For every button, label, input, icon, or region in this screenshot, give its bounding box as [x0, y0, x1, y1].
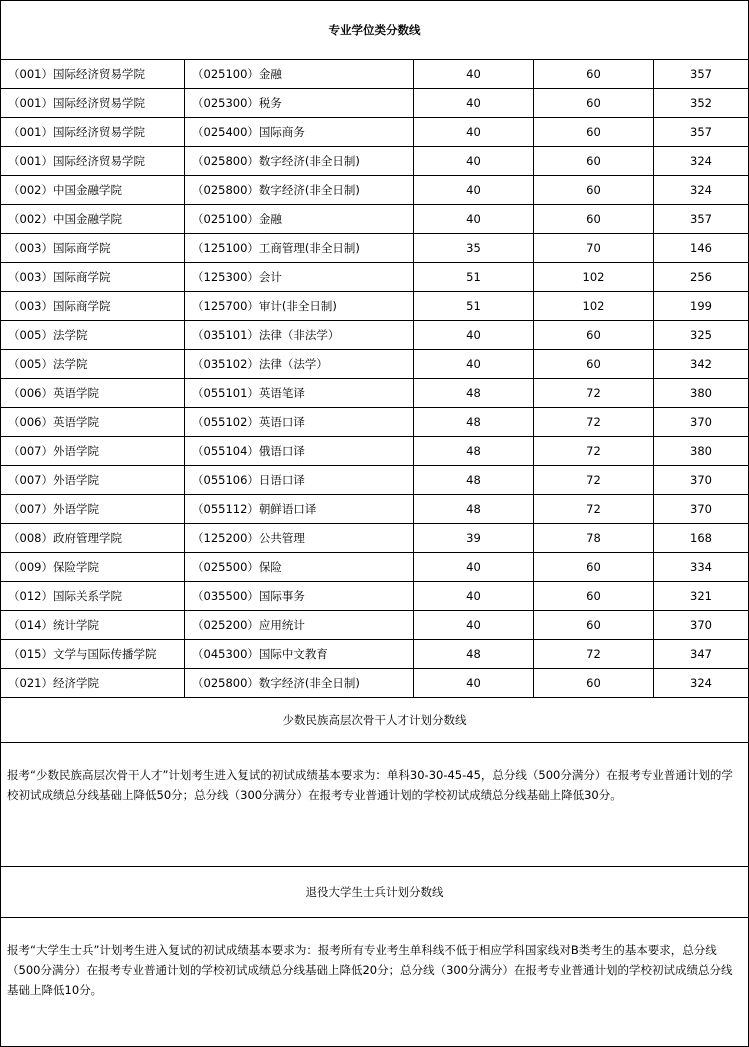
table-row [1, 379, 749, 408]
score-cell-1: 40 [414, 60, 534, 89]
score-cell-2: 102 [534, 263, 654, 292]
table-row [1, 524, 749, 553]
school-cell: （008）政府管理学院 [1, 524, 185, 553]
school-cell: （001）国际经济贸易学院 [1, 89, 185, 118]
minority-text-row [1, 743, 749, 867]
table-row [1, 176, 749, 205]
table-row [1, 118, 749, 147]
major-cell: （025800）数字经济(非全日制) [185, 147, 414, 176]
score-cell-2: 72 [534, 640, 654, 669]
major-cell: （055112）朝鲜语口译 [185, 495, 414, 524]
table-row [1, 408, 749, 437]
minority-title-row [1, 698, 749, 743]
total-score-cell: 334 [654, 553, 749, 582]
total-score-cell: 357 [654, 205, 749, 234]
score-cell-1: 39 [414, 524, 534, 553]
total-score-cell: 370 [654, 408, 749, 437]
major-cell: （125700）审计(非全日制) [185, 292, 414, 321]
total-score-cell: 324 [654, 669, 749, 698]
total-score-cell: 146 [654, 234, 749, 263]
veteran-title: 退役大学生士兵计划分数线 [1, 867, 749, 918]
score-cell-1: 40 [414, 350, 534, 379]
total-score-cell: 357 [654, 118, 749, 147]
table-row [1, 640, 749, 669]
school-cell: （015）文学与国际传播学院 [1, 640, 185, 669]
total-score-cell: 199 [654, 292, 749, 321]
school-cell: （003）国际商学院 [1, 292, 185, 321]
score-cell-1: 51 [414, 263, 534, 292]
total-score-cell: 370 [654, 611, 749, 640]
score-cell-1: 51 [414, 292, 534, 321]
school-cell: （001）国际经济贸易学院 [1, 60, 185, 89]
table-row [1, 669, 749, 698]
major-cell: （055106）日语口译 [185, 466, 414, 495]
school-cell: （009）保险学院 [1, 553, 185, 582]
school-cell: （021）经济学院 [1, 669, 185, 698]
veteran-text: 报考“大学生士兵”计划考生进入复试的初试成绩基本要求为：报考所有专业考生单科线不低于相应学科国家线对B类考生的基本要求，总分线（500分满分）在报考专业普通计划的学校初试成绩总分线基础上降低20分；总分线（300分满分）在报考专业普通计划的学校初试成绩总分线基础上降低10分。 [1, 918, 749, 1047]
school-cell: （006）英语学院 [1, 408, 185, 437]
major-cell: （025100）金融 [185, 60, 414, 89]
table-row [1, 350, 749, 379]
table-row [1, 466, 749, 495]
total-score-cell: 370 [654, 466, 749, 495]
score-cell-2: 60 [534, 321, 654, 350]
table-row [1, 321, 749, 350]
major-cell: （035101）法律（非法学） [185, 321, 414, 350]
major-cell: （055102）英语口译 [185, 408, 414, 437]
table-row [1, 553, 749, 582]
total-score-cell: 325 [654, 321, 749, 350]
score-cell-1: 40 [414, 611, 534, 640]
total-score-cell: 324 [654, 147, 749, 176]
score-cell-1: 40 [414, 205, 534, 234]
score-cell-1: 48 [414, 408, 534, 437]
score-cell-1: 48 [414, 437, 534, 466]
major-cell: （035500）国际事务 [185, 582, 414, 611]
score-cell-2: 60 [534, 147, 654, 176]
table-row [1, 89, 749, 118]
score-cell-2: 60 [534, 89, 654, 118]
major-cell: （025300）税务 [185, 89, 414, 118]
table-row [1, 495, 749, 524]
score-cell-1: 40 [414, 118, 534, 147]
major-cell: （055101）英语笔译 [185, 379, 414, 408]
score-cell-1: 48 [414, 379, 534, 408]
table-row [1, 60, 749, 89]
score-cell-2: 72 [534, 466, 654, 495]
table-row [1, 205, 749, 234]
major-cell: （025400）国际商务 [185, 118, 414, 147]
major-cell: （125200）公共管理 [185, 524, 414, 553]
school-cell: （003）国际商学院 [1, 263, 185, 292]
major-cell: （025800）数字经济(非全日制) [185, 176, 414, 205]
table-row [1, 611, 749, 640]
score-cell-1: 48 [414, 640, 534, 669]
score-cell-2: 70 [534, 234, 654, 263]
major-cell: （025100）金融 [185, 205, 414, 234]
total-score-cell: 256 [654, 263, 749, 292]
score-cell-1: 40 [414, 321, 534, 350]
veteran-title-row [1, 867, 749, 918]
school-cell: （005）法学院 [1, 321, 185, 350]
total-score-cell: 347 [654, 640, 749, 669]
score-cell-2: 60 [534, 582, 654, 611]
score-cell-1: 40 [414, 176, 534, 205]
school-cell: （006）英语学院 [1, 379, 185, 408]
section-title: 专业学位类分数线 [1, 1, 749, 60]
school-cell: （014）统计学院 [1, 611, 185, 640]
table-row [1, 234, 749, 263]
score-cell-2: 72 [534, 437, 654, 466]
score-cell-1: 48 [414, 466, 534, 495]
table-row [1, 582, 749, 611]
total-score-cell: 380 [654, 379, 749, 408]
school-cell: （003）国际商学院 [1, 234, 185, 263]
table-row [1, 147, 749, 176]
school-cell: （007）外语学院 [1, 466, 185, 495]
table-row [1, 292, 749, 321]
total-score-cell: 352 [654, 89, 749, 118]
minority-text: 报考“少数民族高层次骨干人才”计划考生进入复试的初试成绩基本要求为：单科30-30-45-45，总分线（500分满分）在报考专业普通计划的学校初试成绩总分线基础上降低50分；总分线（300分满分）在报考专业普通计划的学校初试成绩总分线基础上降低30分。 [1, 743, 749, 867]
total-score-cell: 380 [654, 437, 749, 466]
major-cell: （025500）保险 [185, 553, 414, 582]
score-cell-2: 102 [534, 292, 654, 321]
score-cell-2: 60 [534, 176, 654, 205]
total-score-cell: 342 [654, 350, 749, 379]
major-cell: （025200）应用统计 [185, 611, 414, 640]
score-cell-1: 40 [414, 89, 534, 118]
major-cell: （025800）数字经济(非全日制) [185, 669, 414, 698]
score-cell-1: 40 [414, 582, 534, 611]
school-cell: （007）外语学院 [1, 437, 185, 466]
score-cell-2: 72 [534, 379, 654, 408]
veteran-text-row [1, 918, 749, 1047]
score-cell-2: 78 [534, 524, 654, 553]
total-score-cell: 321 [654, 582, 749, 611]
school-cell: （005）法学院 [1, 350, 185, 379]
score-cell-1: 40 [414, 147, 534, 176]
score-cell-2: 60 [534, 118, 654, 147]
total-score-cell: 324 [654, 176, 749, 205]
score-cell-2: 60 [534, 205, 654, 234]
school-cell: （002）中国金融学院 [1, 205, 185, 234]
school-cell: （002）中国金融学院 [1, 176, 185, 205]
total-score-cell: 168 [654, 524, 749, 553]
score-cell-2: 72 [534, 495, 654, 524]
total-score-cell: 357 [654, 60, 749, 89]
major-cell: （125100）工商管理(非全日制) [185, 234, 414, 263]
major-cell: （035102）法律（法学） [185, 350, 414, 379]
school-cell: （007）外语学院 [1, 495, 185, 524]
score-cell-2: 60 [534, 553, 654, 582]
score-cell-2: 72 [534, 408, 654, 437]
minority-title: 少数民族高层次骨干人才计划分数线 [1, 698, 749, 743]
major-cell: （125300）会计 [185, 263, 414, 292]
score-cell-1: 40 [414, 553, 534, 582]
major-cell: （055104）俄语口译 [185, 437, 414, 466]
score-cell-1: 40 [414, 669, 534, 698]
score-cell-2: 60 [534, 350, 654, 379]
score-cell-1: 35 [414, 234, 534, 263]
major-cell: （045300）国际中文教育 [185, 640, 414, 669]
score-cell-2: 60 [534, 60, 654, 89]
total-score-cell: 370 [654, 495, 749, 524]
score-cell-1: 48 [414, 495, 534, 524]
school-cell: （001）国际经济贸易学院 [1, 118, 185, 147]
score-cell-2: 60 [534, 669, 654, 698]
score-cell-2: 60 [534, 611, 654, 640]
table-row [1, 437, 749, 466]
school-cell: （012）国际关系学院 [1, 582, 185, 611]
table-row [1, 263, 749, 292]
section-title-row [1, 1, 749, 60]
school-cell: （001）国际经济贸易学院 [1, 147, 185, 176]
